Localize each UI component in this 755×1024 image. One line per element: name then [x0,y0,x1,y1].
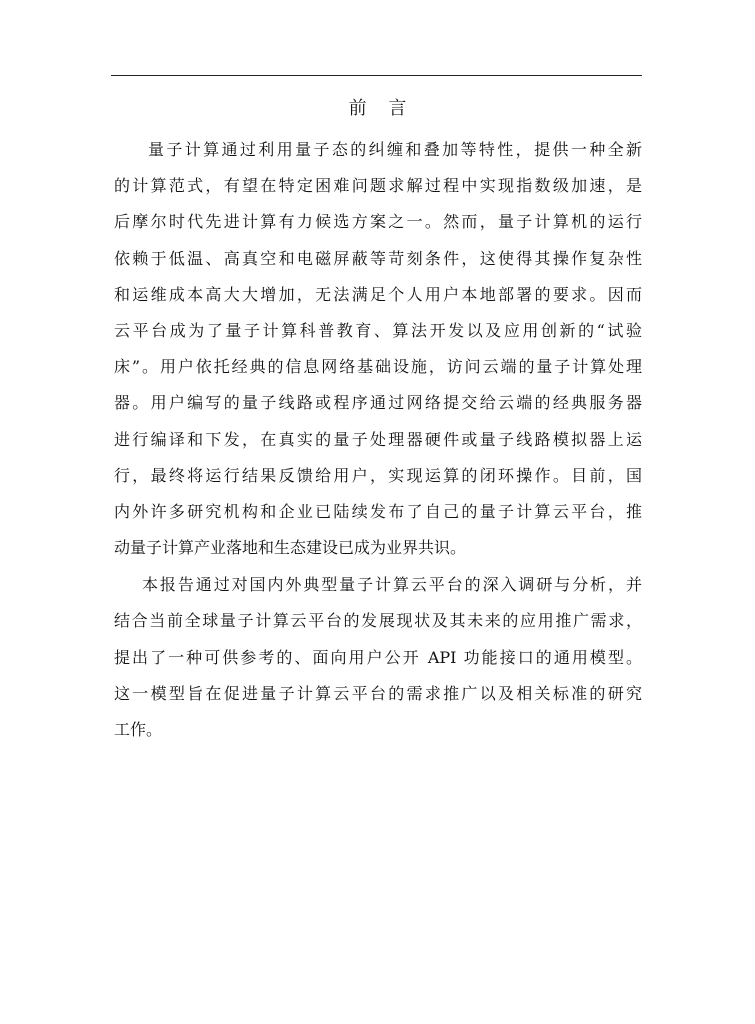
header-rule [111,75,642,76]
paragraph-1-line-3: 后摩尔时代先进计算有力候选方案之一。然而，量子计算机的运行 [114,212,642,232]
paragraph-2-line-3: 提出了一种可供参考的、面向用户公开 API 功能接口的通用模型。 [114,647,642,667]
paragraph-2-line-2: 结合当前全球量子计算云平台的发展现状及其未来的应用推广需求， [114,611,642,631]
paragraph-1-line-2: 的计算范式，有望在特定困难问题求解过程中实现指数级加速，是 [114,176,642,196]
paragraph-1-line-1: 量子计算通过利用量子态的纠缠和叠加等特性，提供一种全新 [148,140,642,159]
paragraph-1-line-4: 依赖于低温、高真空和电磁屏蔽等苛刻条件，这使得其操作复杂性 [114,248,642,268]
page-title: 前 言 [348,98,415,119]
paragraph-1-line-10: 行，最终将运行结果反馈给用户，实现运算的闭环操作。目前，国 [114,465,642,485]
paragraph-1-line-5: 和运维成本高大大增加，无法满足个人用户本地部署的要求。因而 [114,284,642,304]
paragraph-1-line-7: 床”。用户依托经典的信息网络基础设施，访问云端的量子计算处理 [114,357,642,377]
paragraph-1-line-6: 云平台成为了量子计算科普教育、算法开发以及应用创新的“试验 [114,320,642,340]
document-body [114,132,642,748]
paragraph-2-line-5: 工作。 [114,720,163,739]
paragraph-1-line-8: 器。用户编写的量子线路或程序通过网络提交给云端的经典服务器 [114,393,642,413]
paragraph-1-line-9: 进行编译和下发，在真实的量子处理器硬件或量子线路模拟器上运 [114,429,642,449]
paragraph-1-line-12: 动量子计算产业落地和生态建设已成为业界共识。 [114,538,467,558]
paragraph-1-line-11: 内外许多研究机构和企业已陆续发布了自己的量子计算云平台，推 [114,501,642,521]
paragraph-2-line-4: 这一模型旨在促进量子计算云平台的需求推广以及相关标准的研究 [114,683,642,703]
paragraph-2-line-1: 本报告通过对国内外典型量子计算云平台的深入调研与分析，并 [142,575,642,595]
